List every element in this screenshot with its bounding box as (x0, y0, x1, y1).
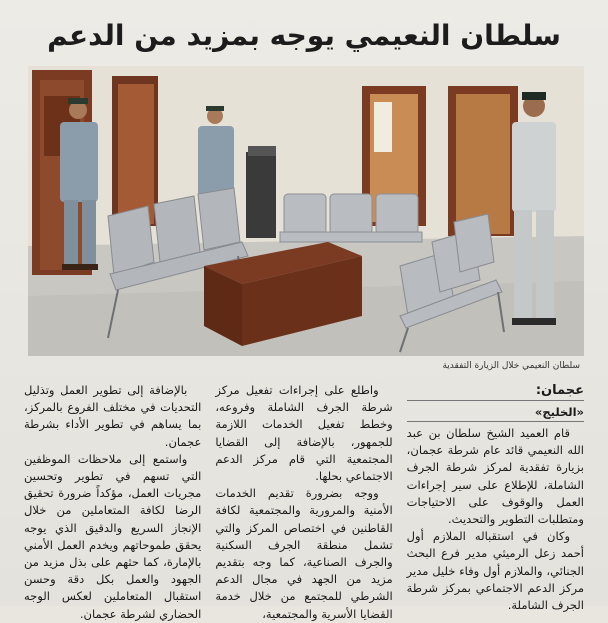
article-column-2 (215, 382, 393, 621)
dateline: عجمان: (407, 382, 584, 401)
article-source: «الخليج» (407, 403, 584, 422)
article-column-3 (24, 382, 202, 621)
article-column-1 (406, 382, 584, 613)
photo-caption: سلطان النعيمي خلال الزيارة التفقدية (442, 361, 580, 371)
paragraph: واطلع على إجراءات تفعيل مركز شرطة الجرف الشاملة وفروعه، وخطط تفعيل الخدمات اللازمة للجمهور، بالإضافة إلى القضايا المجتمعية التي قام مركز الدعم الاجتماعي بحلها. (215, 383, 393, 484)
paragraph: وكان في استقباله الملازم أول أحمد زعل الرميثي مدير فرع البحث الجنائي، والملازم أول وفاء خليل مدير مركز الدعم الاجتماعي بمركز شرطة الجرف الشاملة. (406, 529, 584, 613)
article-photo (28, 66, 584, 356)
paragraph: قام العميد الشيخ سلطان بن عبد الله النعيمي قائد عام شرطة عجمان، بزيارة تفقدية لمركز شرطة الجرف الشاملة، للإطلاع على سير إجراءات العمل والوقوف على الاحتياجات ومتطلبات التطوير والتحديث. (406, 426, 584, 527)
paragraph: واستمع إلى ملاحظات الموظفين التي تسهم في تطوير وتحسين مجريات العمل، مؤكداً ضرورة تحقيق الرضا لكافة المتعاملين من خلال الإنجاز السريع والدقيق الذي يوجه يحقق طموحاتهم ويخدم العمل الأمني بالإمارة، كما حثهم على بذل مزيد من الجهود والعمل بكل دقة وحسن استقبال المتعاملين لعكس الوجه الحضاري لشرطة عجمان. (24, 451, 202, 621)
article-columns (24, 382, 584, 621)
paragraph: بالإضافة إلى تطوير العمل وتذليل التحديات في مختلف الفروع بالمركز، بما يساهم في تطوير الأداء بشرطة عجمان. (24, 383, 202, 449)
paragraph: ووجه بضرورة تقديم الخدمات الأمنية والمرورية والمجتمعية لكافة القاطنين في اختصاص المركز والتي تشمل منطقة الجرف السكنية والجرف الصناعية، كما وجه بتقديم مزيد من الجهد في مجال الدعم الشرطي للمجتمع من خلال خدمة القضايا الأسرية والمجتمعية، (215, 486, 393, 621)
headline: سلطان النعيمي يوجه بمزيد من الدعم (47, 19, 561, 52)
